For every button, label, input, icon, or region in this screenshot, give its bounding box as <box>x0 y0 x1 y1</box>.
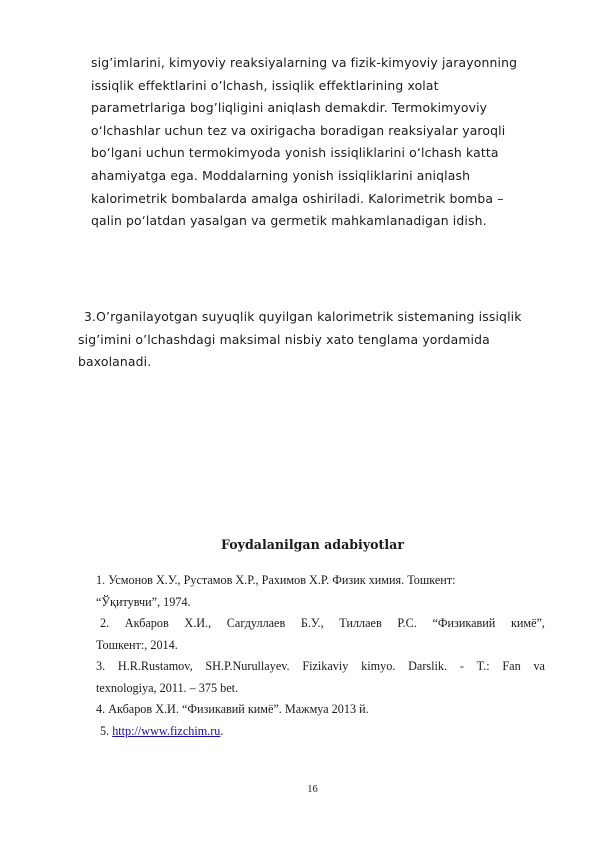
reference-line-justified <box>96 613 545 635</box>
reference-word: - <box>459 659 464 673</box>
text-line: ahamiyatga ega. Moddalarning yonish issiqliklarini aniqlash <box>91 167 471 183</box>
reference-word: va <box>533 659 545 673</box>
text-line: bo‘lgani uchun termokimyoda yonish issiqliklarini o‘lchash katta <box>91 145 499 161</box>
reference-word: Тиллаев <box>339 616 382 630</box>
reference-word: Fan <box>502 659 521 673</box>
references-list <box>96 570 545 742</box>
reference-line: texnologiya, 2011. – 375 bet. <box>96 680 239 695</box>
text-line: kalorimetrik bombalarda amalga oshiriladi. Kalorimetrik bomba – <box>91 190 504 206</box>
reference-word: SH.P.Nurullayev. <box>205 659 290 673</box>
text-line: parametrlariga bog’liqligini aniqlash demakdir. Termokimyoviy <box>91 100 488 116</box>
reference-word: 3. <box>96 659 106 673</box>
reference-link[interactable]: http://www.fizchim.ru <box>112 723 221 738</box>
text-line: sig’imlarini, kimyoviy reaksiyalarning va fizik-kimyoviy jarayonning <box>91 55 518 70</box>
reference-word: Darslik. <box>408 659 448 673</box>
reference-number: 5. <box>100 723 113 738</box>
reference-line <box>96 721 545 743</box>
reference-word: Р.С. <box>397 616 417 630</box>
reference-word: T.: <box>476 659 490 673</box>
text-line: qalin po‘latdan yasalgan va germetik mahkamlanadigan idish. <box>91 213 487 229</box>
body-paragraph-2 <box>78 306 558 374</box>
reference-line: 4. Акбаров Х.И. “Физикавий кимё”. Мажмуа 2013 й. <box>96 702 369 716</box>
text-line: baxolanadi. <box>78 354 152 370</box>
page-number: 16 <box>307 784 318 795</box>
text-line: issiqlik effektlarini o’lchash, issiqlik effektlarining xolat <box>91 77 439 93</box>
reference-word: Сагдуллаев <box>226 616 286 630</box>
reference-line: Тошкент:, 2014. <box>96 637 178 652</box>
reference-word: 2. <box>100 616 110 630</box>
reference-line: 1. Усмонов Х.У., Рустамов Х.Р., Рахимов Х.Р. Физик химия. Тошкент: <box>96 573 456 587</box>
reference-line-justified <box>96 656 545 678</box>
reference-word: kimyo. <box>361 659 396 673</box>
reference-word: Акбаров <box>124 616 169 630</box>
reference-word: H.R.Rustamov, <box>117 659 193 673</box>
reference-word: кимё”, <box>510 616 545 630</box>
references-heading: Foydalanilgan adabiyotlar <box>221 537 404 552</box>
reference-suffix: . <box>220 723 224 738</box>
body-paragraph-1 <box>91 52 561 233</box>
text-line: o‘lchashlar uchun tez va oxirigacha boradigan reaksiyalar yaroqli <box>91 122 506 138</box>
reference-item-5 <box>96 721 545 743</box>
reference-word: Fizikaviy <box>302 659 349 673</box>
reference-line: “Ўқитувчи”, 1974. <box>96 594 191 609</box>
reference-word: “Физикавий <box>432 616 496 630</box>
reference-item-4 <box>96 699 545 721</box>
reference-word: Б.У., <box>300 616 324 630</box>
text-line: sig’imini o’lchashdagi maksimal nisbiy xato tenglama yordamida <box>78 331 490 347</box>
text-line: 3.O’rganilayotgan suyuqlik quyilgan kalorimetrik sistemaning issiqlik <box>84 309 522 324</box>
reference-item-1 <box>96 570 545 613</box>
reference-item-2 <box>96 613 545 656</box>
reference-word: Х.И., <box>184 616 212 630</box>
reference-item-3 <box>96 656 545 699</box>
